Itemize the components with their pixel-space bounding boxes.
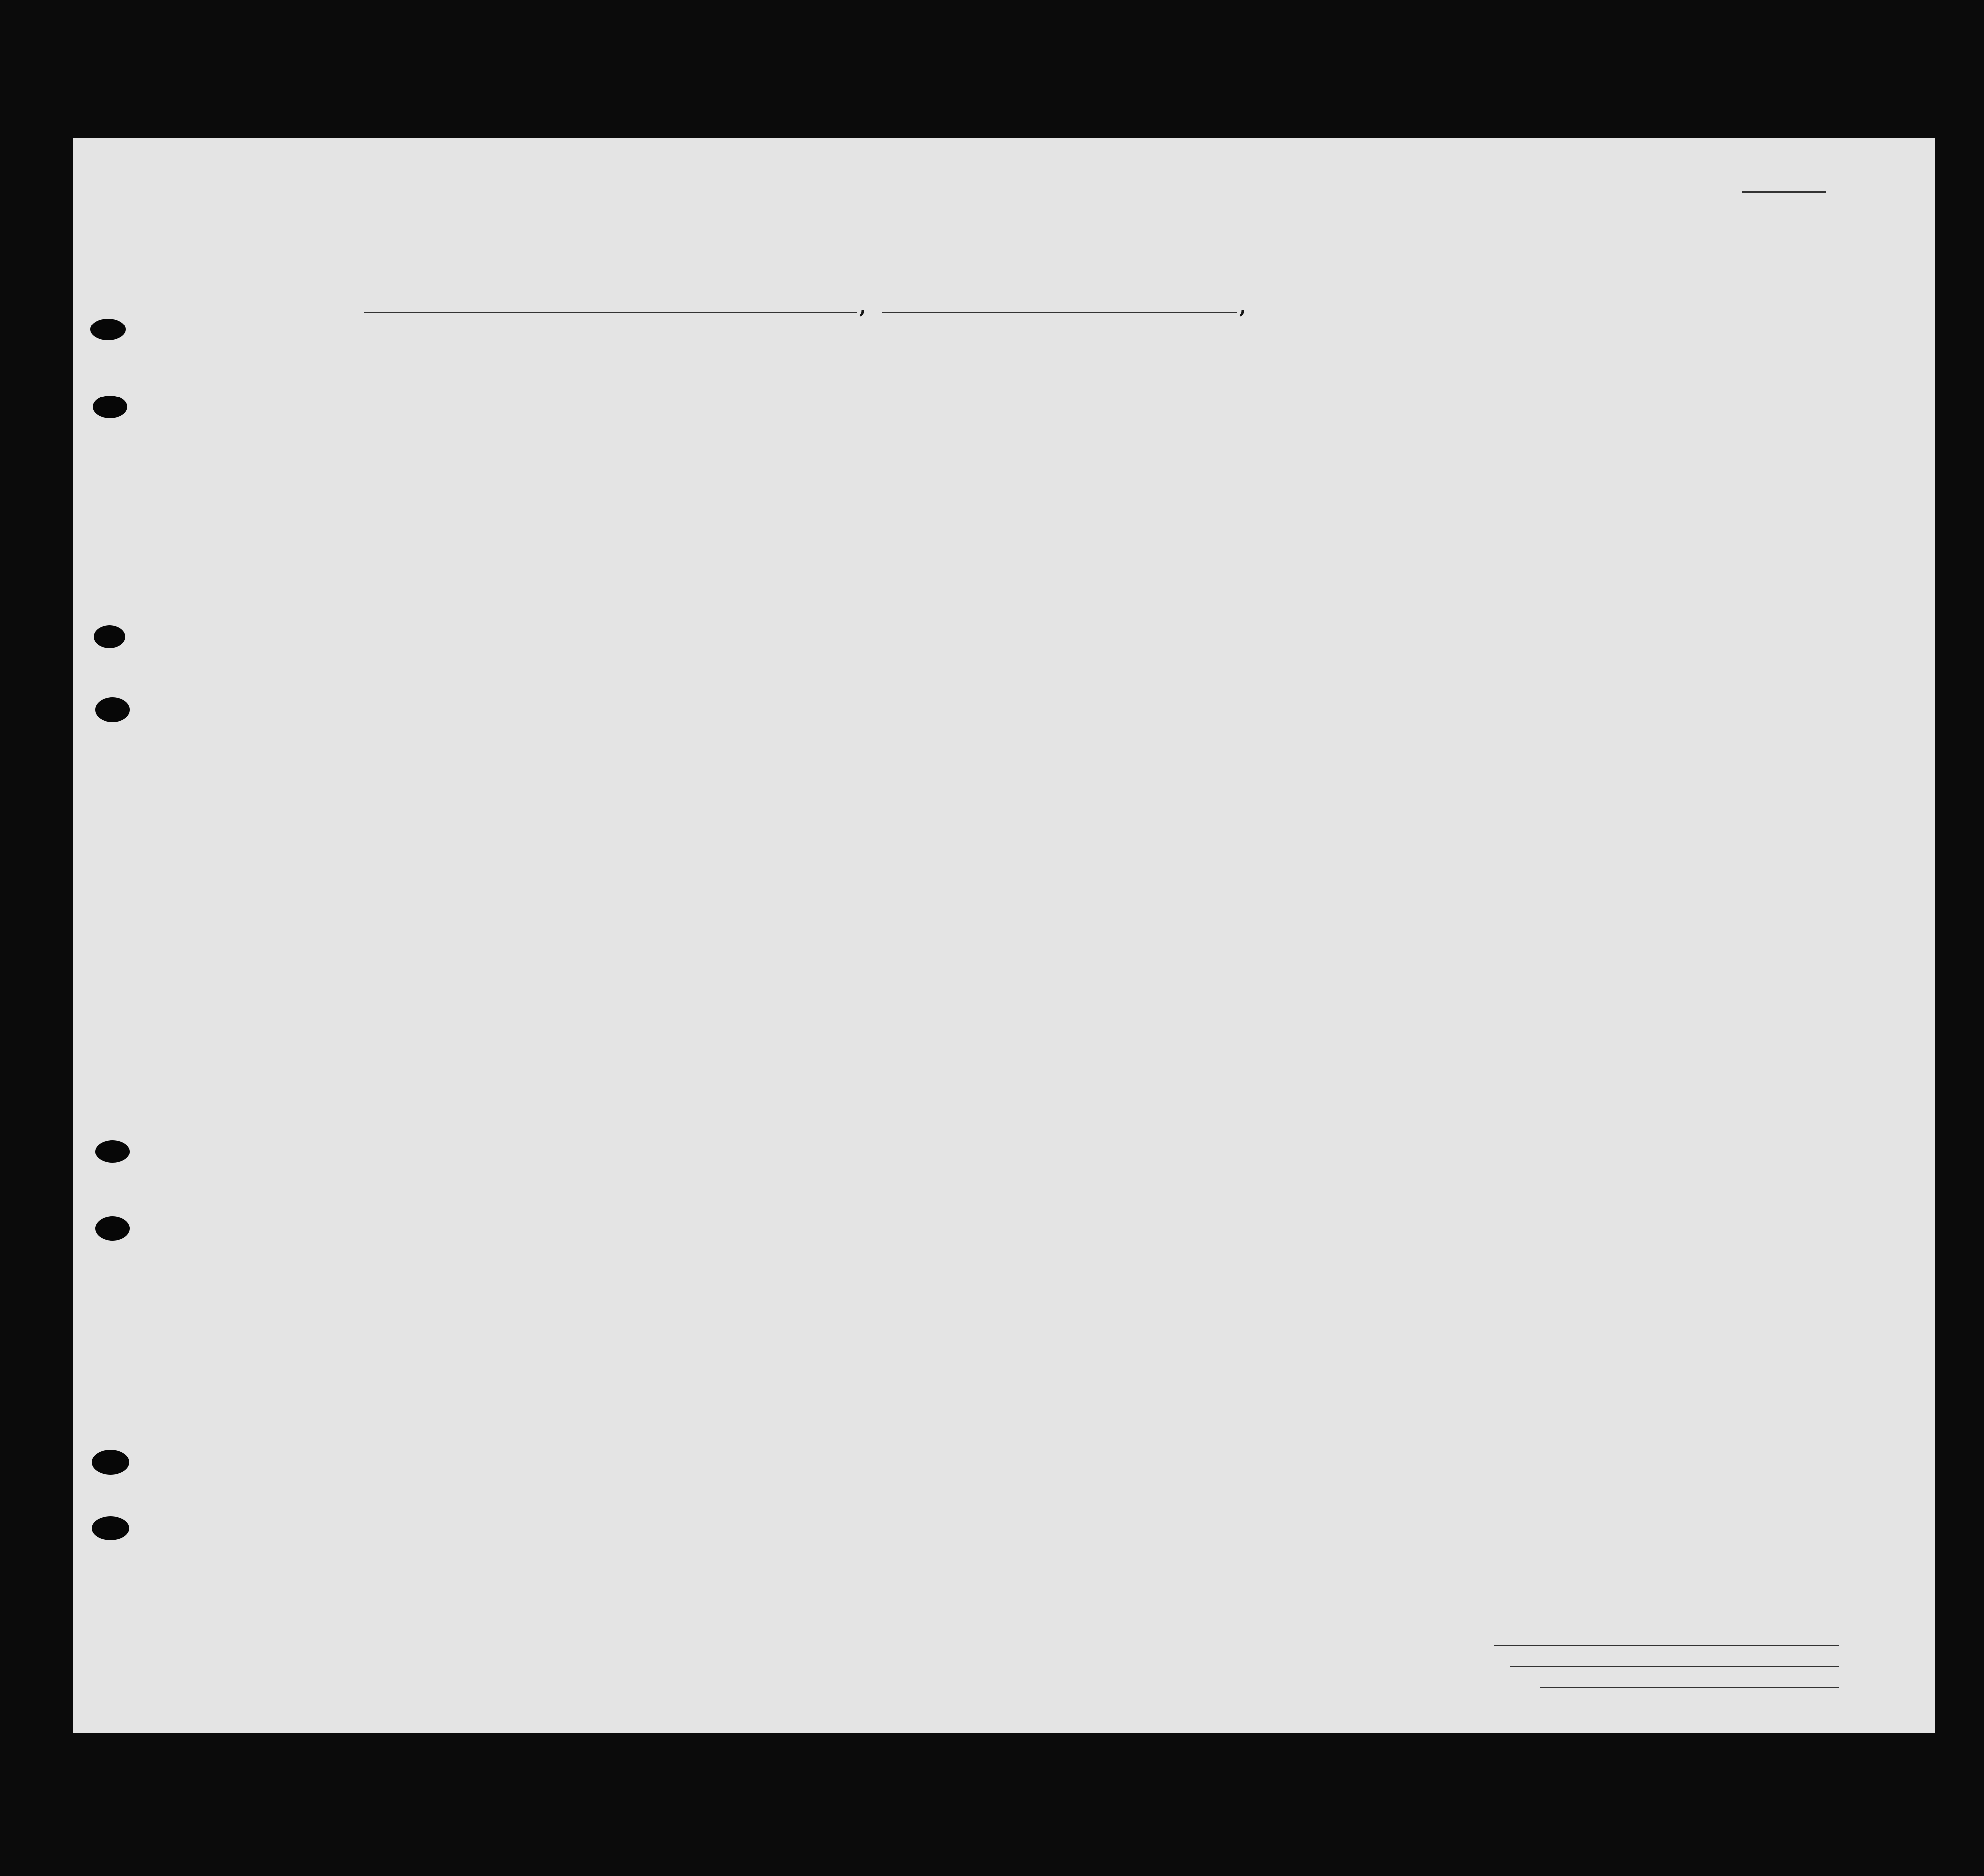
comma-2: , — [1239, 295, 1246, 318]
punch-hole — [94, 625, 125, 648]
punch-hole — [93, 396, 127, 418]
agents-field — [1540, 1687, 1839, 1688]
punch-hole — [95, 697, 130, 722]
date-line — [882, 312, 1237, 313]
punch-hole — [95, 1140, 130, 1163]
punch-hole — [95, 1216, 130, 1241]
owners-field — [1510, 1666, 1839, 1667]
port-line — [364, 312, 857, 313]
comma: , — [859, 295, 866, 318]
manifest-sheet — [73, 138, 1935, 1733]
punch-hole — [92, 1516, 129, 1540]
form-grid — [73, 138, 1935, 1733]
punch-hole — [90, 319, 126, 340]
list-number-line — [1742, 191, 1826, 193]
line-field — [1494, 1645, 1839, 1646]
punch-hole — [92, 1450, 129, 1475]
